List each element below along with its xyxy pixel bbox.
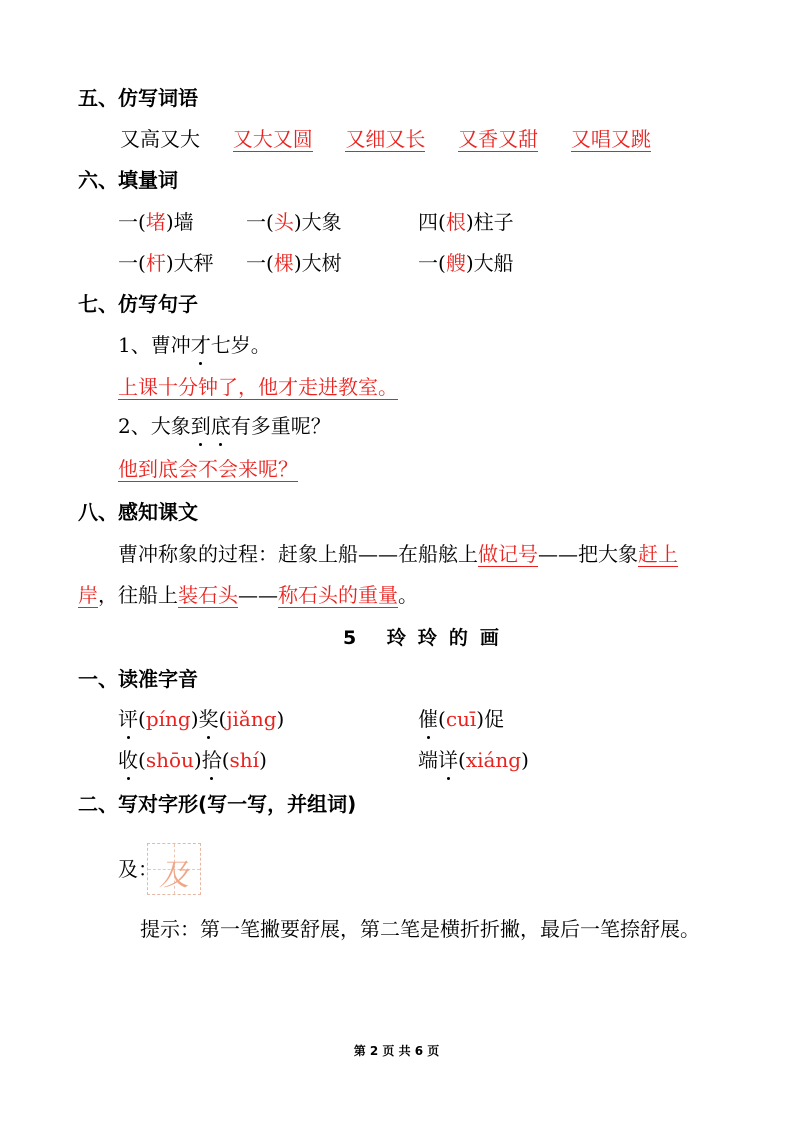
s7-q1-dotted-char: 才 [190, 333, 211, 357]
s8-text: ——把大象 [538, 542, 638, 566]
measure-post: )柱子 [465, 210, 514, 234]
measure-word: 杆 [145, 251, 166, 275]
s7-q1-text: 七岁。 [210, 333, 271, 357]
writing-grid [147, 843, 201, 895]
pinyin-char: 详 [438, 748, 458, 772]
lesson-title: 5 玲玲的画 [343, 627, 511, 649]
s7-q2-text: 有多重呢？ [230, 414, 331, 438]
measure-pre: 一( [118, 251, 146, 275]
pinyin-row-2-right: 端详(xiáng) [418, 748, 529, 772]
pinyin-char-plain: 促 [484, 707, 505, 731]
s7-q2-text: 2、大象 [118, 414, 191, 438]
lesson-section-1-heading: 一、读准字音 [78, 667, 198, 691]
s5-example: 又高又大 [120, 127, 200, 151]
s5-answer-2: 又细又长 [345, 127, 426, 151]
section-8-heading: 八、感知课文 [78, 500, 198, 524]
measure-pre: 一( [418, 251, 446, 275]
s7-question-2 [118, 412, 331, 440]
pinyin-row-1-right: 催(cuī)促 [418, 707, 505, 731]
s7-answer-1-row [118, 373, 398, 401]
s8-text: 曹冲称象的过程：赶象上船——在船舷上 [118, 542, 478, 566]
s7-answer-2-row [118, 455, 298, 483]
pinyin: shí [229, 748, 260, 772]
s8-answer: 称石头的重量 [278, 583, 398, 607]
measure-pre: 一( [246, 210, 274, 234]
measure-item [418, 249, 514, 277]
pinyin: jiǎng [226, 707, 277, 731]
pinyin: xiáng [465, 748, 522, 772]
measure-item [118, 208, 194, 236]
section-7-heading: 七、仿写句子 [78, 292, 198, 316]
pinyin: cuī [445, 707, 477, 731]
s8-answer: 装石头 [178, 583, 238, 607]
writing-hint: 提示：第一笔撇要舒展，第二笔是横折折撇，最后一笔捺舒展。 [140, 917, 700, 941]
s8-paragraph-line-2 [78, 581, 418, 609]
measure-post: )大秤 [165, 251, 214, 275]
s8-text: —— [238, 583, 278, 607]
glyph-label: 及： [118, 857, 158, 881]
pinyin-char-plain: 端 [418, 748, 438, 772]
measure-post: )大象 [293, 210, 342, 234]
s8-text: 。 [398, 583, 418, 607]
section-5-heading: 五、仿写词语 [78, 86, 198, 110]
s5-answer-3: 又香又甜 [458, 127, 539, 151]
measure-post: )大船 [465, 251, 514, 275]
measure-pre: 一( [246, 251, 274, 275]
s5-example-row [120, 125, 651, 153]
s8-paragraph-line-1 [118, 540, 678, 568]
s7-q2-dotted-char: 到 [190, 414, 211, 438]
pinyin: shōu [145, 748, 194, 772]
s8-answer: 赶上 [638, 542, 678, 566]
s5-answer-4: 又唱又跳 [570, 127, 651, 151]
s8-answer: 做记号 [478, 542, 538, 566]
lesson-section-2-heading: 二、写对字形(写一写，并组词) [78, 792, 357, 816]
section-6-heading: 六、填量词 [78, 168, 178, 192]
pinyin-row-2-left: 收(shōu)拾(shí) [118, 748, 267, 772]
pinyin-char: 评 [118, 707, 138, 731]
s5-answer-1: 又大又圆 [232, 127, 313, 151]
measure-post: )大树 [293, 251, 342, 275]
measure-post: )墙 [165, 210, 194, 234]
measure-item [418, 208, 514, 236]
pinyin-row-1-left: 评(píng)奖(jiǎng) [118, 707, 285, 731]
measure-word: 艘 [445, 251, 466, 275]
s8-answer: 岸 [78, 583, 98, 607]
s7-question-1 [118, 331, 271, 359]
model-character: 及 [159, 858, 189, 893]
s7-q2-dotted-char: 底 [210, 414, 231, 438]
measure-item [246, 249, 342, 277]
s7-answer-2: 他到底会不会来呢？ [118, 457, 298, 481]
measure-pre: 四( [418, 210, 446, 234]
pinyin-char: 催 [418, 707, 438, 731]
s7-answer-1: 上课十分钟了，他才走进教室。 [118, 375, 398, 399]
measure-item [118, 249, 214, 277]
pinyin-char: 收 [118, 748, 138, 772]
measure-word: 棵 [273, 251, 294, 275]
s8-text: ，往船上 [98, 583, 178, 607]
s7-q1-text: 1、曹冲 [118, 333, 191, 357]
measure-word: 堵 [145, 210, 166, 234]
pinyin-char: 奖 [198, 707, 219, 731]
pinyin: píng [145, 707, 191, 731]
measure-word: 根 [445, 210, 466, 234]
measure-word: 头 [273, 210, 294, 234]
measure-pre: 一( [118, 210, 146, 234]
pinyin-char: 拾 [201, 748, 222, 772]
measure-item [246, 208, 342, 236]
page-footer: 第 2 页 共 6 页 [353, 1044, 440, 1058]
